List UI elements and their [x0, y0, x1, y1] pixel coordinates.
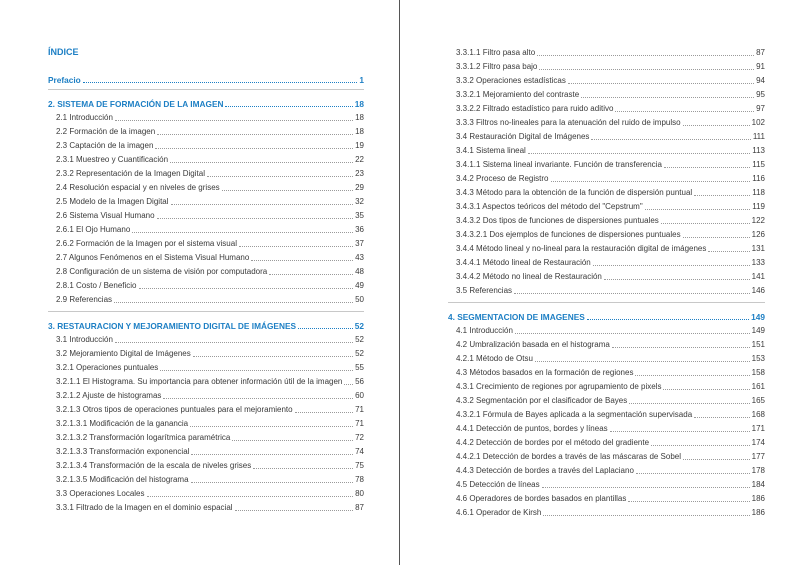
dot-leader [139, 288, 354, 289]
dot-leader [155, 148, 353, 149]
dot-leader [537, 55, 754, 56]
dot-leader [591, 139, 750, 140]
dot-leader [269, 274, 353, 275]
entry-page-number: 94 [756, 76, 765, 85]
toc-entry [56, 433, 364, 443]
entry-title: 2.4 Resolución espacial y en niveles de grises [56, 183, 220, 192]
entry-title: 3.4.4.2 Método no lineal de Restauración [456, 272, 602, 281]
toc-entry [456, 146, 765, 156]
dot-leader [645, 209, 751, 210]
toc-entry [56, 169, 364, 179]
toc-entry [456, 90, 765, 100]
entry-title: 3.4 Restauración Digital de Imágenes [456, 132, 590, 141]
entry-title: 3.4.3 Método para la obtención de la función de dispersión puntual [456, 188, 693, 197]
toc-entry [56, 377, 364, 387]
toc-entry [456, 174, 765, 184]
dot-leader [535, 361, 750, 362]
entry-title: 3.2.1.2 Ajuste de histogramas [56, 391, 162, 400]
entry-page-number: 52 [355, 349, 364, 358]
entry-title: 3.2 Mejoramiento Digital de Imágenes [56, 349, 191, 358]
toc-entry [56, 127, 364, 137]
entry-page-number: 102 [751, 118, 765, 127]
toc-entry [456, 452, 765, 462]
dot-leader [551, 181, 751, 182]
entry-page-number: 75 [355, 461, 364, 470]
dot-leader [115, 120, 353, 121]
entry-page-number: 158 [751, 368, 765, 377]
dot-leader [612, 347, 750, 348]
toc-entry [456, 480, 765, 490]
entry-page-number: 119 [752, 202, 765, 211]
entry-page-number: 35 [355, 211, 364, 220]
entry-title: 2.6 Sistema Visual Humano [56, 211, 155, 220]
entry-page-number: 126 [751, 230, 765, 239]
toc-chapter-entry [48, 75, 364, 85]
dot-leader [253, 468, 353, 469]
entry-title: 3.3.1 Filtrado de la Imagen en el dominio espacial [56, 503, 233, 512]
right-page [401, 0, 800, 565]
dot-leader [190, 426, 353, 427]
dot-leader [604, 279, 750, 280]
entry-title: 4.6 Operadores de bordes basados en plantillas [456, 494, 627, 503]
entry-page-number: 177 [751, 452, 765, 461]
toc-entry [56, 447, 364, 457]
entry-page-number: 87 [756, 48, 765, 57]
dot-leader [157, 218, 354, 219]
entry-page-number: 37 [355, 239, 364, 248]
toc-entry [456, 466, 765, 476]
toc-entry [456, 216, 765, 226]
toc-entry [456, 382, 765, 392]
toc-entry [456, 494, 765, 504]
dot-leader [235, 510, 354, 511]
toc-entry [56, 141, 364, 151]
toc-chapter-entry [48, 99, 364, 109]
dot-leader [664, 167, 750, 168]
entry-page-number: 131 [751, 244, 765, 253]
entry-page-number: 168 [751, 410, 765, 419]
dot-leader [694, 195, 750, 196]
entry-page-number: 1 [359, 75, 364, 85]
toc-entry [56, 349, 364, 359]
dot-leader [515, 333, 750, 334]
toc-entry [456, 396, 765, 406]
entry-title: 3.4.1.1 Sistema lineal invariante. Función de transferencia [456, 160, 662, 169]
dot-leader [163, 398, 353, 399]
entry-title: 4.3.2.1 Fórmula de Bayes aplicada a la segmentación supervisada [456, 410, 693, 419]
entry-title: 3.1 Introducción [56, 335, 113, 344]
dot-leader [629, 403, 749, 404]
section-divider [48, 311, 364, 312]
toc-entry [56, 239, 364, 249]
entry-page-number: 184 [751, 480, 765, 489]
entry-title: 3.2.1.3.3 Transformación exponencial [56, 447, 190, 456]
toc-entry [56, 295, 364, 305]
toc-entry [456, 326, 765, 336]
entry-title: 3.2.1.3.1 Modificación de la ganancia [56, 419, 189, 428]
toc-entry [456, 424, 765, 434]
toc-entry [456, 340, 765, 350]
entry-title: Prefacio [48, 75, 81, 85]
dot-leader [191, 482, 354, 483]
entry-title: 2.2 Formación de la imagen [56, 127, 156, 136]
entry-page-number: 91 [756, 62, 765, 71]
entry-page-number: 113 [752, 146, 765, 155]
dot-leader [539, 69, 754, 70]
entry-title: 3.4.3.2.1 Dos ejemplos de funciones de dispersiones puntuales [456, 230, 681, 239]
entry-title: 3.3.2 Operaciones estadísticas [456, 76, 566, 85]
dot-leader [222, 190, 353, 191]
entry-title: 3.2.1.3.2 Transformación logarítmica paramétrica [56, 433, 231, 442]
toc-entry [456, 244, 765, 254]
entry-page-number: 55 [355, 363, 364, 372]
entry-page-number: 111 [752, 132, 765, 141]
left-page [0, 0, 399, 565]
toc-entry [456, 354, 765, 364]
dot-leader [170, 162, 353, 163]
entry-title: 2.3 Captación de la imagen [56, 141, 154, 150]
toc-entry [56, 113, 364, 123]
dot-leader [147, 496, 354, 497]
toc-entry [56, 211, 364, 221]
entry-title: 4.1 Introducción [456, 326, 513, 335]
dot-leader [191, 454, 353, 455]
dot-leader [628, 501, 749, 502]
toc-entry [456, 118, 765, 128]
entry-title: 2.3.1 Muestreo y Cuantificación [56, 155, 169, 164]
entry-title: 3.2.1.3.5 Modificación del histograma [56, 475, 189, 484]
toc-entry [456, 202, 765, 212]
toc-entry [456, 272, 765, 282]
toc-entry [456, 188, 765, 198]
entry-page-number: 115 [752, 160, 765, 169]
entry-page-number: 71 [355, 419, 364, 428]
toc-entry [56, 253, 364, 263]
toc-entry [456, 62, 765, 72]
entry-page-number: 29 [355, 183, 364, 192]
toc-chapter-entry [48, 321, 364, 331]
dot-leader [615, 111, 754, 112]
entry-title: 4.4.2 Detección de bordes por el método del gradiente [456, 438, 650, 447]
toc-entry [456, 258, 765, 268]
toc-entry [456, 132, 765, 142]
toc-entry [56, 183, 364, 193]
dot-leader [683, 237, 750, 238]
entry-title: 3.3.2.2 Filtrado estadístico para ruido aditivo [456, 104, 614, 113]
entry-title: 4.2 Umbralización basada en el histograma [456, 340, 610, 349]
entry-title: 3.2.1.1 El Histograma. Su importancia para obtener información útil de la imagen [56, 377, 343, 386]
entry-page-number: 186 [751, 494, 765, 503]
entry-title: 4. SEGMENTACION DE IMAGENES [448, 312, 585, 322]
entry-page-number: 19 [355, 141, 364, 150]
dot-leader [542, 487, 750, 488]
entry-page-number: 23 [355, 169, 364, 178]
entry-page-number: 87 [355, 503, 364, 512]
entry-page-number: 161 [751, 382, 765, 391]
entry-title: 2.9 Referencias [56, 295, 113, 304]
toc-entry [56, 155, 364, 165]
entry-page-number: 133 [751, 258, 765, 267]
dot-leader [114, 302, 353, 303]
entry-title: 3.3.2.1 Mejoramiento del contraste [456, 90, 580, 99]
toc-entry [456, 508, 765, 518]
dot-leader [193, 356, 353, 357]
entry-page-number: 52 [354, 321, 364, 331]
entry-page-number: 18 [355, 127, 364, 136]
entry-title: 3.3.1.1 Filtro pasa alto [456, 48, 536, 57]
dot-leader [543, 515, 749, 516]
entry-page-number: 48 [355, 267, 364, 276]
section-divider [48, 89, 364, 90]
dot-leader [708, 251, 749, 252]
entry-title: 2.8 Configuración de un sistema de visión por computadora [56, 267, 268, 276]
dot-leader [132, 232, 353, 233]
entry-page-number: 95 [756, 90, 765, 99]
entry-page-number: 18 [354, 99, 364, 109]
dot-leader [232, 440, 353, 441]
toc-entry [456, 410, 765, 420]
entry-title: 3.4.4.1 Método lineal de Restauración [456, 258, 591, 267]
entry-title: 2.6.2 Formación de la Imagen por el sistema visual [56, 239, 237, 248]
section-divider [448, 302, 765, 303]
toc-entry [56, 281, 364, 291]
index-heading: ÍNDICE [48, 47, 79, 57]
dot-leader [207, 176, 353, 177]
entry-title: 3.4.2 Proceso de Registro [456, 174, 549, 183]
entry-title: 4.6.1 Operador de Kirsh [456, 508, 542, 517]
dot-leader [683, 125, 750, 126]
dot-leader [581, 97, 754, 98]
dot-leader [683, 459, 750, 460]
entry-page-number: 22 [355, 155, 364, 164]
entry-title: 4.3.2 Segmentación por el clasificador de Bayes [456, 396, 628, 405]
dot-leader [651, 445, 750, 446]
entry-page-number: 71 [355, 405, 364, 414]
entry-page-number: 178 [751, 466, 765, 475]
entry-title: 2.6.1 El Ojo Humano [56, 225, 131, 234]
toc-entry [56, 363, 364, 373]
entry-page-number: 74 [355, 447, 364, 456]
entry-title: 3.3 Operaciones Locales [56, 489, 145, 498]
dot-leader [171, 204, 354, 205]
dot-leader [587, 319, 749, 320]
toc-entry [56, 489, 364, 499]
entry-page-number: 18 [355, 113, 364, 122]
dot-leader [157, 134, 353, 135]
entry-page-number: 78 [355, 475, 364, 484]
toc-entry [456, 438, 765, 448]
toc-entry [56, 267, 364, 277]
entry-page-number: 149 [751, 326, 765, 335]
entry-page-number: 52 [355, 335, 364, 344]
entry-page-number: 43 [355, 253, 364, 262]
entry-page-number: 32 [355, 197, 364, 206]
toc-entry [456, 230, 765, 240]
entry-title: 4.2.1 Método de Otsu [456, 354, 533, 363]
dot-leader [636, 473, 750, 474]
toc-entry [56, 475, 364, 485]
entry-title: 4.5 Detección de líneas [456, 480, 540, 489]
entry-page-number: 60 [355, 391, 364, 400]
entry-title: 3.4.1 Sistema lineal [456, 146, 526, 155]
entry-title: 3.4.4 Método lineal y no-lineal para la restauración digital de imágenes [456, 244, 707, 253]
entry-page-number: 50 [355, 295, 364, 304]
toc-entry [56, 225, 364, 235]
entry-title: 3.3.3 Filtros no-lineales para la atenuación del ruido de impulso [456, 118, 681, 127]
entry-page-number: 36 [355, 225, 364, 234]
entry-page-number: 146 [751, 286, 765, 295]
entry-title: 3.4.3.1 Aspectos teóricos del método del "Cepstrum" [456, 202, 643, 211]
dot-leader [251, 260, 353, 261]
entry-title: 3.2.1.3 Otros tipos de operaciones puntuales para el mejoramiento [56, 405, 293, 414]
dot-leader [528, 153, 750, 154]
toc-entry [56, 197, 364, 207]
entry-title: 3.5 Referencias [456, 286, 513, 295]
dot-leader [160, 370, 353, 371]
entry-title: 2.3.2 Representación de la Imagen Digital [56, 169, 205, 178]
entry-page-number: 174 [751, 438, 765, 447]
dot-leader [298, 328, 353, 329]
toc-entry [456, 368, 765, 378]
dot-leader [83, 82, 358, 83]
dot-leader [115, 342, 353, 343]
entry-title: 3.4.3.2 Dos tipos de funciones de dispersiones puntuales [456, 216, 659, 225]
entry-title: 2.7 Algunos Fenómenos en el Sistema Visual Humano [56, 253, 250, 262]
toc-entry [456, 286, 765, 296]
entry-page-number: 153 [751, 354, 765, 363]
entry-page-number: 49 [355, 281, 364, 290]
toc-entry [56, 335, 364, 345]
entry-page-number: 186 [751, 508, 765, 517]
entry-title: 4.4.1 Detección de puntos, bordes y líneas [456, 424, 608, 433]
entry-title: 4.3.1 Crecimiento de regiones por agrupamiento de pixels [456, 382, 662, 391]
dot-leader [694, 417, 750, 418]
dot-leader [344, 384, 353, 385]
entry-page-number: 141 [751, 272, 765, 281]
dot-leader [663, 389, 749, 390]
toc-entry [56, 391, 364, 401]
dot-leader [661, 223, 750, 224]
toc-entry [456, 76, 765, 86]
entry-page-number: 97 [756, 104, 765, 113]
entry-page-number: 116 [752, 174, 765, 183]
dot-leader [225, 106, 352, 107]
toc-entry [56, 419, 364, 429]
dot-leader [593, 265, 750, 266]
entry-title: 2.1 Introducción [56, 113, 113, 122]
entry-title: 2.5 Modelo de la Imagen Digital [56, 197, 169, 206]
entry-page-number: 122 [751, 216, 765, 225]
page-spine [399, 0, 400, 565]
entry-title: 3.2.1.3.4 Transformación de la escala de niveles grises [56, 461, 252, 470]
toc-entry [56, 461, 364, 471]
dot-leader [239, 246, 353, 247]
entry-page-number: 118 [752, 188, 765, 197]
entry-page-number: 56 [355, 377, 364, 386]
toc-entry [456, 48, 765, 58]
entry-title: 2.8.1 Costo / Beneficio [56, 281, 137, 290]
toc-entry [456, 104, 765, 114]
entry-title: 4.4.3 Detección de bordes a través del Laplaciano [456, 466, 634, 475]
entry-title: 3. RESTAURACION Y MEJORAMIENTO DIGITAL DE IMÁGENES [48, 321, 297, 331]
entry-page-number: 80 [355, 489, 364, 498]
toc-entry [456, 160, 765, 170]
entry-page-number: 72 [355, 433, 364, 442]
dot-leader [568, 83, 754, 84]
entry-title: 2. SISTEMA DE FORMACIÓN DE LA IMAGEN [48, 99, 224, 109]
entry-title: 4.4.2.1 Detección de bordes a través de las máscaras de Sobel [456, 452, 682, 461]
dot-leader [610, 431, 750, 432]
dot-leader [514, 293, 750, 294]
entry-page-number: 171 [751, 424, 765, 433]
entry-page-number: 149 [751, 312, 765, 322]
entry-title: 3.2.1 Operaciones puntuales [56, 363, 159, 372]
entry-page-number: 165 [751, 396, 765, 405]
dot-leader [295, 412, 354, 413]
dot-leader [635, 375, 749, 376]
toc-chapter-entry [448, 312, 765, 322]
toc-entry [56, 405, 364, 415]
entry-title: 3.3.1.2 Filtro pasa bajo [456, 62, 538, 71]
toc-entry [56, 503, 364, 513]
entry-page-number: 151 [751, 340, 765, 349]
entry-title: 4.3 Métodos basados en la formación de regiones [456, 368, 634, 377]
